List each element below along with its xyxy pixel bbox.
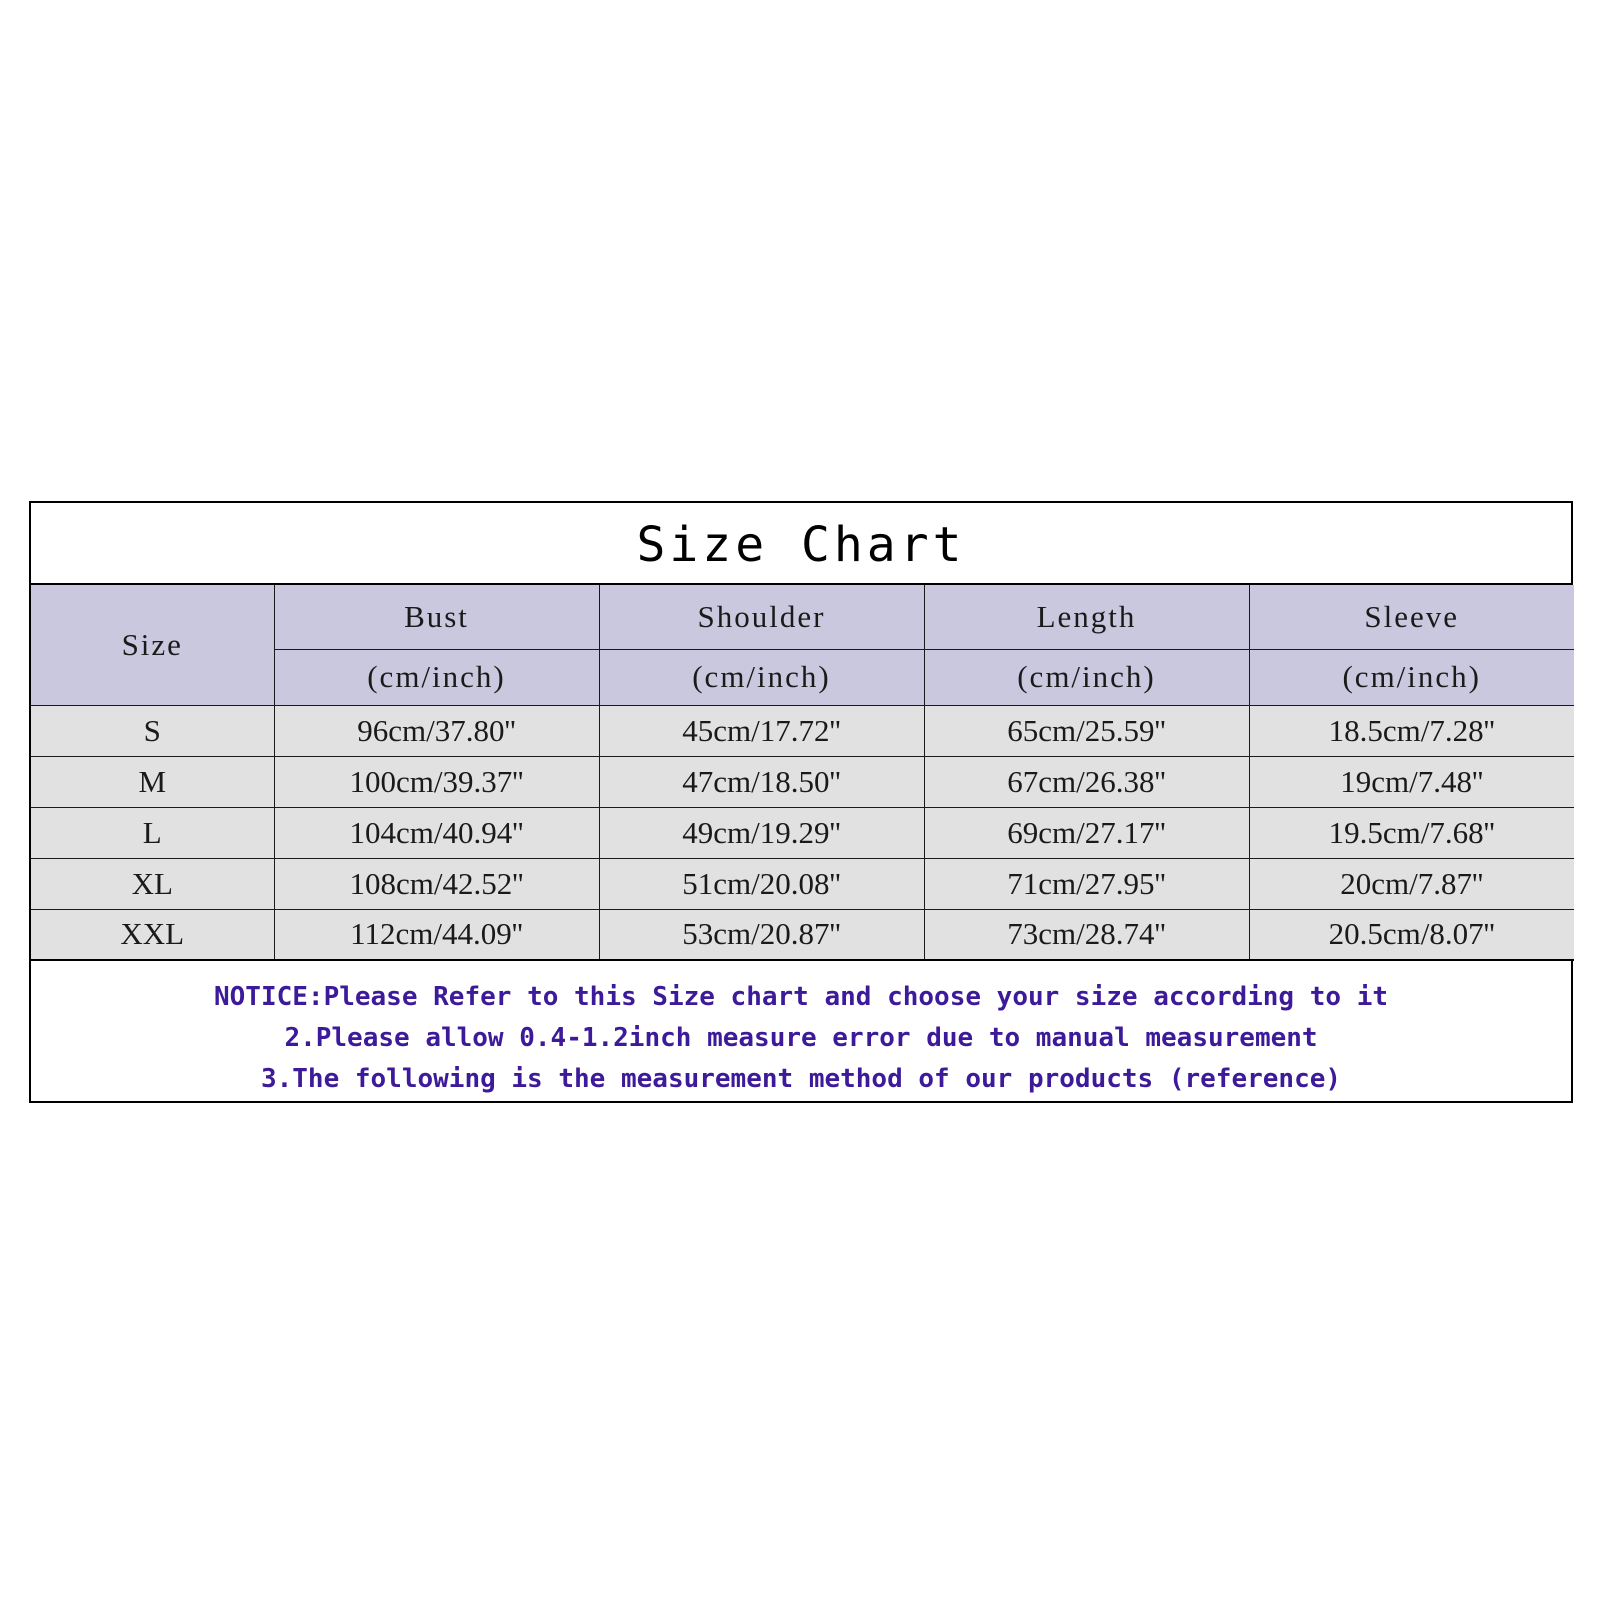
unit-header-shoulder: (cm/inch) [599,649,924,705]
table-row [31,858,1574,909]
size-chart [29,501,1573,1103]
shoulder-cell: 49cm/19.29'' [599,807,924,858]
table-row [31,756,1574,807]
unit-header-bust: (cm/inch) [274,649,599,705]
notice-line: NOTICE:Please Refer to this Size chart and choose your size according to it [214,982,1388,1012]
sleeve-cell: 20cm/7.87'' [1249,858,1574,909]
sleeve-cell: 18.5cm/7.28'' [1249,705,1574,756]
length-cell: 67cm/26.38'' [924,756,1249,807]
column-header-bust: Bust [274,585,599,649]
size-cell: M [31,756,274,807]
table-row [31,807,1574,858]
notice-line: 2.Please allow 0.4-1.2inch measure error due to manual measurement [284,1023,1318,1053]
length-cell: 69cm/27.17'' [924,807,1249,858]
length-cell: 73cm/28.74'' [924,909,1249,960]
bust-cell: 96cm/37.80'' [274,705,599,756]
notice-block [31,961,1571,1100]
notice-line: 3.The following is the measurement method of our products (reference) [260,1064,1342,1094]
bust-cell: 108cm/42.52'' [274,858,599,909]
unit-header-sleeve: (cm/inch) [1249,649,1574,705]
sleeve-cell: 19.5cm/7.68'' [1249,807,1574,858]
size-cell: XL [31,858,274,909]
chart-title: Size Chart [31,503,1571,585]
size-table [31,585,1574,961]
column-header-size: Size [31,585,274,705]
sleeve-cell: 19cm/7.48'' [1249,756,1574,807]
shoulder-cell: 47cm/18.50'' [599,756,924,807]
table-row [31,909,1574,960]
bust-cell: 100cm/39.37'' [274,756,599,807]
column-header-shoulder: Shoulder [599,585,924,649]
table-row [31,705,1574,756]
column-header-length: Length [924,585,1249,649]
bust-cell: 112cm/44.09'' [274,909,599,960]
size-cell: S [31,705,274,756]
length-cell: 71cm/27.95'' [924,858,1249,909]
length-cell: 65cm/25.59'' [924,705,1249,756]
bust-cell: 104cm/40.94'' [274,807,599,858]
size-cell: XXL [31,909,274,960]
shoulder-cell: 53cm/20.87'' [599,909,924,960]
size-cell: L [31,807,274,858]
shoulder-cell: 45cm/17.72'' [599,705,924,756]
shoulder-cell: 51cm/20.08'' [599,858,924,909]
sleeve-cell: 20.5cm/8.07'' [1249,909,1574,960]
column-header-sleeve: Sleeve [1249,585,1574,649]
unit-header-length: (cm/inch) [924,649,1249,705]
